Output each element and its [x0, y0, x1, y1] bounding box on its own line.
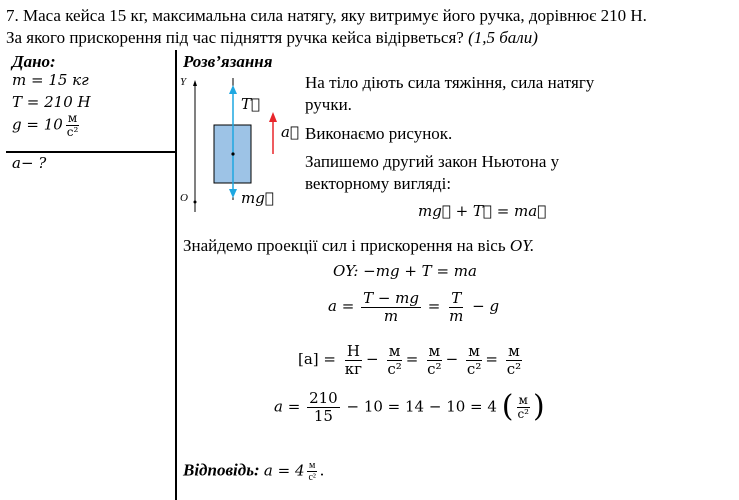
- answer-unit-den: с²: [308, 472, 316, 483]
- eq2-n2: м: [388, 342, 401, 360]
- eq2-n5: м: [508, 342, 520, 360]
- eq1-num1: T − mg: [363, 289, 419, 307]
- eq1-num2: T: [451, 289, 462, 307]
- eq2-minus-2: −: [445, 350, 459, 368]
- eq2-equals-2: =: [485, 350, 498, 368]
- problem-points: (1,5 бали): [468, 28, 538, 47]
- text-newton: Запишемо другий закон Ньютона у: [305, 152, 560, 171]
- y-axis-arrow-icon: [193, 80, 197, 86]
- eq2-lhs: [a] =: [298, 350, 336, 368]
- given-gravity: [12, 112, 82, 139]
- equation-units: [298, 343, 525, 377]
- eq2-d1: кг: [344, 359, 362, 378]
- given-tension: T = 210 Н: [12, 93, 91, 111]
- given-g-value: g = 10: [12, 115, 63, 134]
- eq1-equals: =: [427, 297, 441, 315]
- unit-denominator: с²: [66, 125, 79, 140]
- given-find: a− ?: [12, 154, 47, 172]
- eq2-d2: с²: [387, 359, 402, 378]
- solution-heading: Розв’язання: [183, 52, 273, 71]
- eq3-lhs: a =: [274, 397, 301, 416]
- text-projection: [183, 236, 534, 256]
- projection-text: Знайдемо проекції сил і прискорення на вісь: [183, 236, 506, 255]
- text-forces: На тіло діють сила тяжіння, сила натягу: [305, 73, 595, 92]
- eq2-n4: м: [468, 342, 480, 360]
- vector-equation: mg⃗ + T⃗ = ma⃗: [418, 202, 547, 220]
- eq1-den2: m: [449, 306, 464, 325]
- eq2-d3: с²: [427, 359, 442, 378]
- answer: [183, 460, 324, 483]
- eq1-den1: m: [383, 306, 399, 325]
- eq2-minus: −: [366, 350, 379, 368]
- y-label: Y: [180, 76, 187, 88]
- gravity-arrow-icon: [229, 189, 237, 198]
- eq1-tail: − g: [472, 297, 500, 315]
- center-point: [231, 152, 234, 155]
- force-diagram: [176, 72, 296, 212]
- eq2-equals: =: [405, 350, 419, 368]
- text-newton-cont: векторному вигляді:: [305, 174, 452, 193]
- tension-arrow-icon: [229, 85, 237, 94]
- answer-label: Відповідь:: [183, 460, 260, 480]
- tension-label: T⃗: [241, 95, 261, 113]
- eq2-n1: Н: [346, 342, 360, 360]
- eq2-n3: м: [428, 342, 441, 360]
- eq3-den: 15: [313, 406, 333, 425]
- answer-unit-num: м: [309, 460, 316, 471]
- acceleration-label: a⃗: [281, 123, 299, 141]
- problem-line-2: [6, 28, 538, 48]
- answer-value: a = 4: [263, 461, 305, 480]
- equation-acceleration: [328, 290, 499, 324]
- text-forces-cont: ручки.: [305, 95, 352, 114]
- eq3-unit-num: м: [518, 392, 528, 407]
- projection-equation: OY: −mg + T = ma: [333, 262, 477, 280]
- given-mass: m = 15 кг: [12, 71, 89, 89]
- eq3-rest: − 10 = 14 − 10 = 4: [346, 397, 497, 416]
- eq2-d4: с²: [466, 359, 482, 378]
- given-divider: [6, 151, 176, 153]
- problem-line-1: 7. Маса кейса 15 кг, максимальна сила натягу, яку витримує його ручка, дорівнює 210 Н.: [6, 6, 647, 25]
- eq2-d5: с²: [506, 359, 522, 378]
- eq3-unit-den: с²: [517, 406, 529, 421]
- origin-point: [194, 201, 197, 204]
- acceleration-arrow-icon: [269, 112, 277, 122]
- given-heading: Дано:: [12, 52, 56, 71]
- gravity-label: mg⃗: [241, 189, 274, 207]
- problem-question: За якого прискорення під час підняття ручка кейса відірветься?: [6, 28, 464, 47]
- unit-numerator: м: [67, 111, 78, 125]
- equation-calculation: a = $\frac{210}{15}$ − 10 = 14 − 10 = 4 ( $\frac{м}{\text{с²}}$ ): [274, 389, 545, 425]
- answer-period: .: [319, 460, 325, 480]
- eq3-num: 210: [309, 389, 338, 408]
- origin-label: O: [180, 192, 188, 204]
- projection-axis: OY.: [509, 236, 535, 255]
- text-figure: Виконаємо рисунок.: [305, 124, 453, 143]
- eq1-lhs: a =: [328, 297, 355, 315]
